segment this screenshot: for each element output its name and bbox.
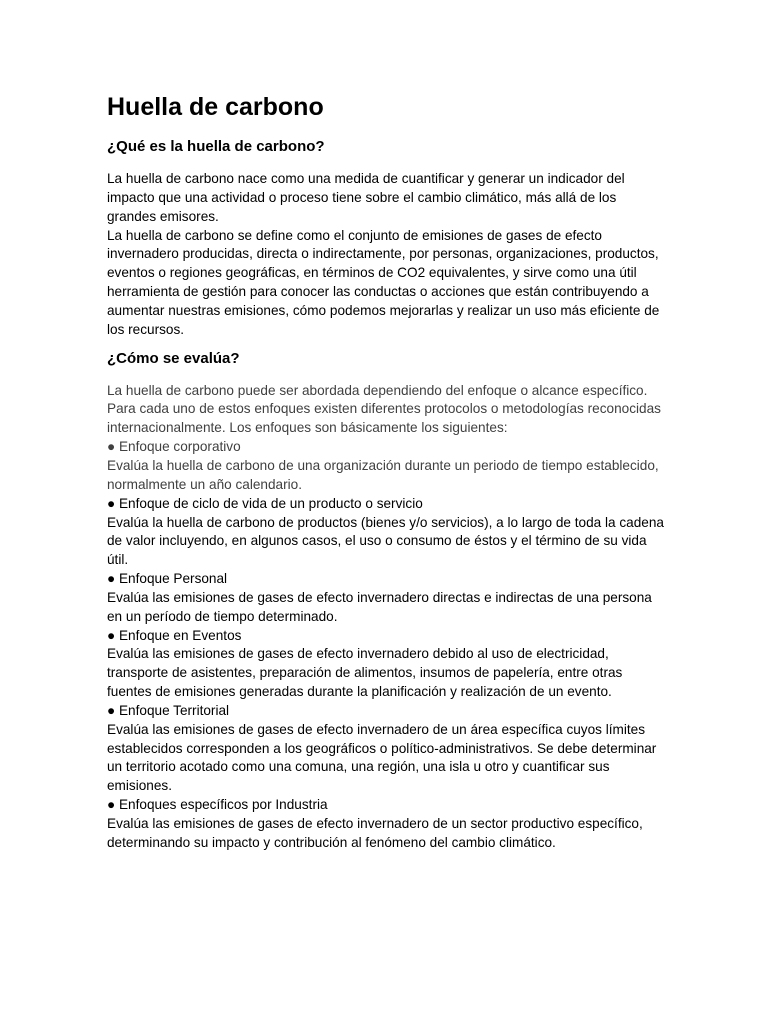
approach-label: ● Enfoque Territorial: [107, 702, 230, 718]
section-heading-how: ¿Cómo se evalúa?: [107, 349, 240, 367]
approach-description: Evalúa la huella de carbono de productos (bienes y/o servicios), a lo largo de toda la cadena de valor incluyendo, en algunos casos, el uso o consumo de éstos y el término de su vida útil.: [107, 514, 664, 568]
document-content: [107, 89, 667, 853]
section-how-body: [107, 382, 667, 853]
definition-paragraph-2: La huella de carbono se define como el conjunto de emisiones de gases de efecto invernadero producidas, directa o indirectamente, por personas, organizaciones, productos, eventos o regiones geográficas, en términos de CO2 equivalentes, y sirve como una útil herramienta de gestión para conocer las conductas o acciones que están contribuyendo a aumentar nuestras emisiones, cómo podemos mejorarlas y realizar un uso más eficiente de los recursos.: [107, 227, 660, 337]
approach-label: ● Enfoque de ciclo de vida de un producto o servicio: [107, 495, 423, 511]
approaches-intro: La huella de carbono puede ser abordada dependiendo del enfoque o alcance específico. Para cada uno de estos enfoques existen diferentes protocolos o metodologías reconocidas internacionalmente. Los enfoques son básicamente los siguientes:: [107, 382, 661, 436]
approach-label: ● Enfoques específicos por Industria: [107, 797, 328, 813]
approach-label: ● Enfoque Personal: [107, 571, 228, 587]
document-title: Huella de carbono: [107, 93, 324, 121]
approach-description: Evalúa las emisiones de gases de efecto invernadero de un sector productivo específico, determinando su impacto y contribución al fenómeno del cambio climático.: [107, 816, 643, 850]
section-what-body: [107, 170, 667, 340]
approach-description: Evalúa las emisiones de gases de efecto invernadero directas e indirectas de una persona en un período de tiempo determinado.: [107, 589, 652, 624]
definition-paragraph-1: La huella de carbono nace como una medida de cuantificar y generar un indicador del impacto que una actividad o proceso tiene sobre el cambio climático, más allá de los grandes emisores.: [107, 171, 625, 224]
approach-label: ● Enfoque corporativo: [107, 439, 241, 455]
approach-description: Evalúa la huella de carbono de una organización durante un periodo de tiempo establecido, normalmente un año calendario.: [107, 457, 659, 492]
approach-description: Evalúa las emisiones de gases de efecto invernadero de un área específica cuyos límites establecidos corresponden a los geográficos o político-administrativos. Se debe determinar un territorio acotado como una comuna, una región, una isla u otro y cuantificar sus emisiones.: [107, 721, 657, 794]
section-heading-what: ¿Qué es la huella de carbono?: [107, 138, 325, 155]
approach-description: Evalúa las emisiones de gases de efecto invernadero debido al uso de electricidad, transporte de asistentes, preparación de alimentos, insumos de papelería, entre otras fuentes de emisiones generadas durante la planificación y realización de un evento.: [107, 646, 623, 700]
approach-label: ● Enfoque en Eventos: [107, 627, 242, 643]
